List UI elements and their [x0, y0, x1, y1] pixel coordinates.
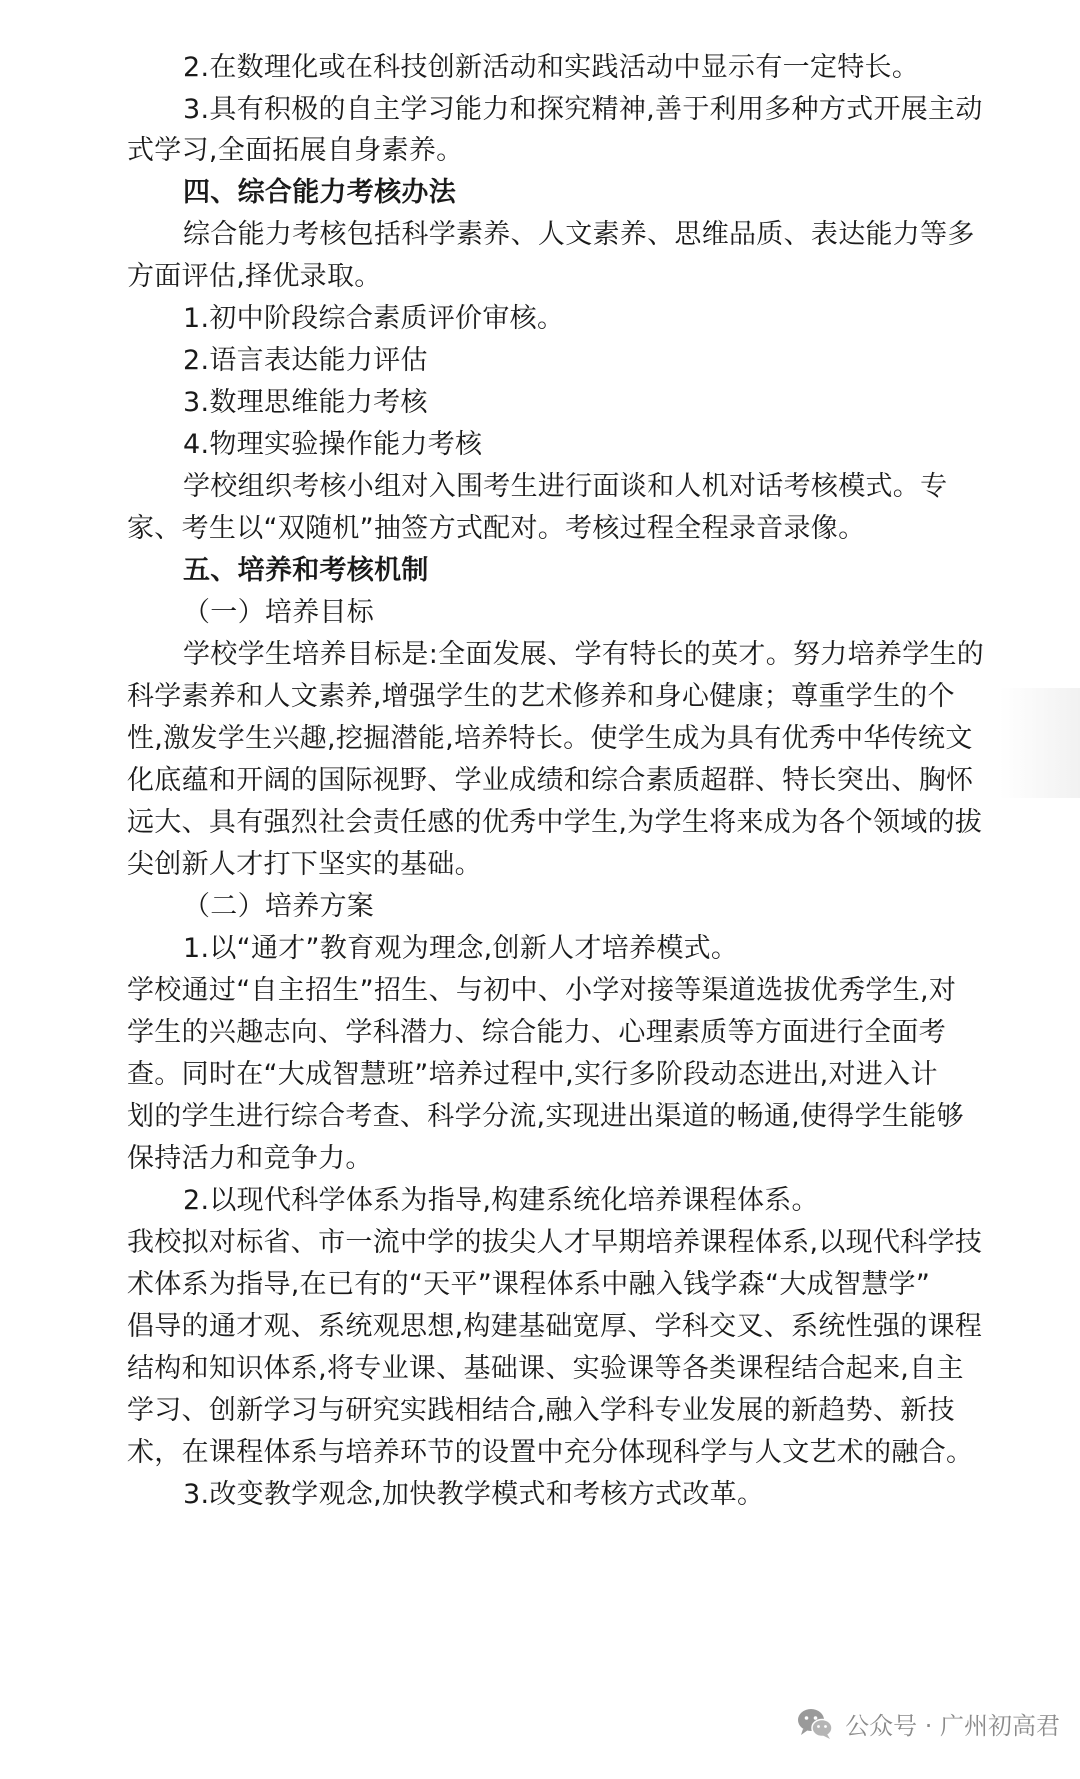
text-line: 2.语言表达能力评估	[183, 345, 428, 376]
text-line: 式学习,全面拓展自身素养。	[127, 135, 464, 166]
edge-shadow	[1000, 688, 1080, 798]
subsection-heading: （二）培养方案	[183, 891, 375, 922]
text-line: 学生的兴趣志向、学科潜力、综合能力、心理素质等方面进行全面考	[127, 1017, 946, 1048]
text-line: 学校组织考核小组对入围考生进行面谈和人机对话考核模式。专	[183, 471, 948, 502]
watermark	[795, 1701, 1060, 1745]
text-line: 性,激发学生兴趣,挖掘潜能,培养特长。使学生成为具有优秀中华传统文	[127, 723, 973, 754]
text-line: 科学素养和人文素养,增强学生的艺术修养和身心健康；尊重学生的个	[127, 681, 955, 712]
text-line: 化底蕴和开阔的国际视野、学业成绩和综合素质超群、特长突出、胸怀	[127, 765, 974, 796]
text-line: 综合能力考核包括科学素养、人文素养、思维品质、表达能力等多	[183, 219, 975, 250]
text-line: 术体系为指导,在已有的“天平”课程体系中融入钱学森“大成智慧学”	[127, 1269, 931, 1300]
subsection-heading: （一）培养目标	[183, 597, 375, 628]
text-line: 划的学生进行综合考查、科学分流,实现进出渠道的畅通,使得学生能够	[127, 1101, 964, 1132]
text-line: 2.以现代科学体系为指导,构建系统化培养课程体系。	[183, 1185, 819, 1216]
text-line: 3.改变教学观念,加快教学模式和考核方式改革。	[183, 1479, 765, 1510]
text-line: 结构和知识体系,将专业课、基础课、实验课等各类课程结合起来,自主	[127, 1353, 964, 1384]
text-line: 2.在数理化或在科技创新活动和实践活动中显示有一定特长。	[183, 52, 920, 83]
text-line: 查。同时在“大成智慧班”培养过程中,实行多阶段动态进出,对进入计	[127, 1059, 938, 1090]
text-line: 方面评估,择优录取。	[127, 261, 382, 292]
text-line: 保持活力和竞争力。	[127, 1143, 373, 1174]
text-line: 学校学生培养目标是:全面发展、学有特长的英才。努力培养学生的	[183, 639, 985, 670]
text-line: 3.数理思维能力考核	[183, 387, 428, 418]
text-line: 4.物理实验操作能力考核	[183, 429, 483, 460]
text-line: 倡导的通才观、系统观思想,构建基础宽厚、学科交叉、系统性强的课程	[127, 1311, 983, 1342]
text-line: 1.初中阶段综合素质评价审核。	[183, 303, 565, 334]
text-line: 学习、创新学习与研究实践相结合,融入学科专业发展的新趋势、新技	[127, 1395, 955, 1426]
text-line: 1.以“通才”教育观为理念,创新人才培养模式。	[183, 933, 739, 964]
watermark-text: 公众号 · 广州初高君	[845, 1711, 1060, 1740]
section-heading: 四、综合能力考核办法	[183, 177, 456, 208]
section-heading: 五、培养和考核机制	[183, 555, 429, 586]
wechat-icon	[795, 1703, 835, 1743]
text-line: 3.具有积极的自主学习能力和探究精神,善于利用多种方式开展主动	[183, 94, 983, 125]
text-line: 家、考生以“双随机”抽签方式配对。考核过程全程录音录像。	[127, 513, 866, 544]
text-line: 我校拟对标省、市一流中学的拔尖人才早期培养课程体系,以现代科学技	[127, 1227, 983, 1258]
text-line: 学校通过“自主招生”招生、与初中、小学对接等渠道选拔优秀学生,对	[127, 975, 957, 1006]
text-line: 尖创新人才打下坚实的基础。	[127, 849, 482, 880]
text-line: 远大、具有强烈社会责任感的优秀中学生,为学生将来成为各个领域的拔	[127, 807, 983, 838]
text-line: 术，在课程体系与培养环节的设置中充分体现科学与人文艺术的融合。	[127, 1437, 974, 1468]
